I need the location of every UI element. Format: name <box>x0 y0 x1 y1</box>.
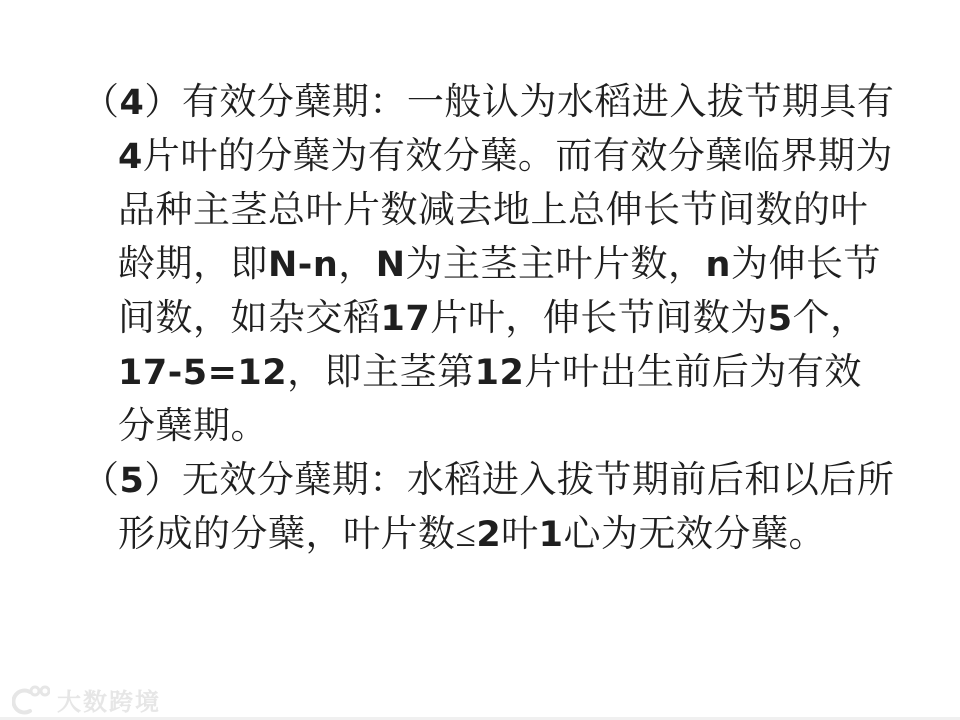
text-line <box>0 400 920 454</box>
text-segment: 龄期，即 <box>118 244 268 285</box>
text-segment-number: 5 <box>119 461 145 501</box>
text-line <box>0 292 920 346</box>
text-segment-number: N-n <box>268 245 339 285</box>
text-segment: 心为无效分蘖。 <box>563 514 827 555</box>
text-line <box>0 238 920 292</box>
text-segment: （ <box>82 460 120 501</box>
text-segment-number: 4 <box>118 137 143 177</box>
text-segment: 片叶，伸长节间数为 <box>430 298 768 339</box>
text-segment: 片叶的分蘖为有效分蘖。而有效分蘖临界期为 <box>142 136 893 177</box>
text-segment: ， <box>338 244 376 285</box>
text-line <box>0 454 920 508</box>
text-segment-number: 17-5=12 <box>118 353 288 393</box>
watermark <box>12 682 161 717</box>
watermark-text: 大数跨境 <box>57 688 161 716</box>
text-line <box>0 508 920 562</box>
text-segment: 形成的分蘖，叶片数≤ <box>118 514 477 555</box>
text-segment: 叶 <box>501 514 539 555</box>
text-segment-number: 12 <box>474 353 525 393</box>
text-line <box>0 130 920 184</box>
text-segment: 片叶出生前后为有效 <box>524 352 862 393</box>
text-segment: 为主茎主叶片数， <box>405 244 706 285</box>
text-line <box>0 346 920 400</box>
text-segment-number: 1 <box>538 515 564 555</box>
slide-text <box>0 76 920 562</box>
text-segment: 分蘖期。 <box>118 406 268 447</box>
text-segment-number: 2 <box>476 515 502 555</box>
text-segment-number: 5 <box>767 299 793 339</box>
text-segment: 个， <box>792 298 868 339</box>
text-segment: 为伸长节 <box>730 244 881 285</box>
text-segment-number: 17 <box>380 299 431 339</box>
text-segment-number: n <box>705 245 731 285</box>
text-segment: （ <box>82 82 120 123</box>
text-line <box>0 76 920 130</box>
text-segment: 间数，如杂交稻 <box>118 298 381 339</box>
text-segment: ）无效分蘖期：水稻进入拔节期前后和以后所 <box>144 460 895 501</box>
text-segment-number: N <box>375 245 406 285</box>
text-segment: 品种主茎总叶片数减去地上总伸长节间数的叶 <box>118 190 868 231</box>
text-segment: ）有效分蘖期：一般认为水稻进入拔节期具有 <box>144 82 895 123</box>
text-segment: ，即主茎第 <box>287 352 475 393</box>
text-segment-number: 4 <box>119 83 145 123</box>
dashukuajing-logo-icon <box>12 685 50 715</box>
text-line <box>0 184 920 238</box>
